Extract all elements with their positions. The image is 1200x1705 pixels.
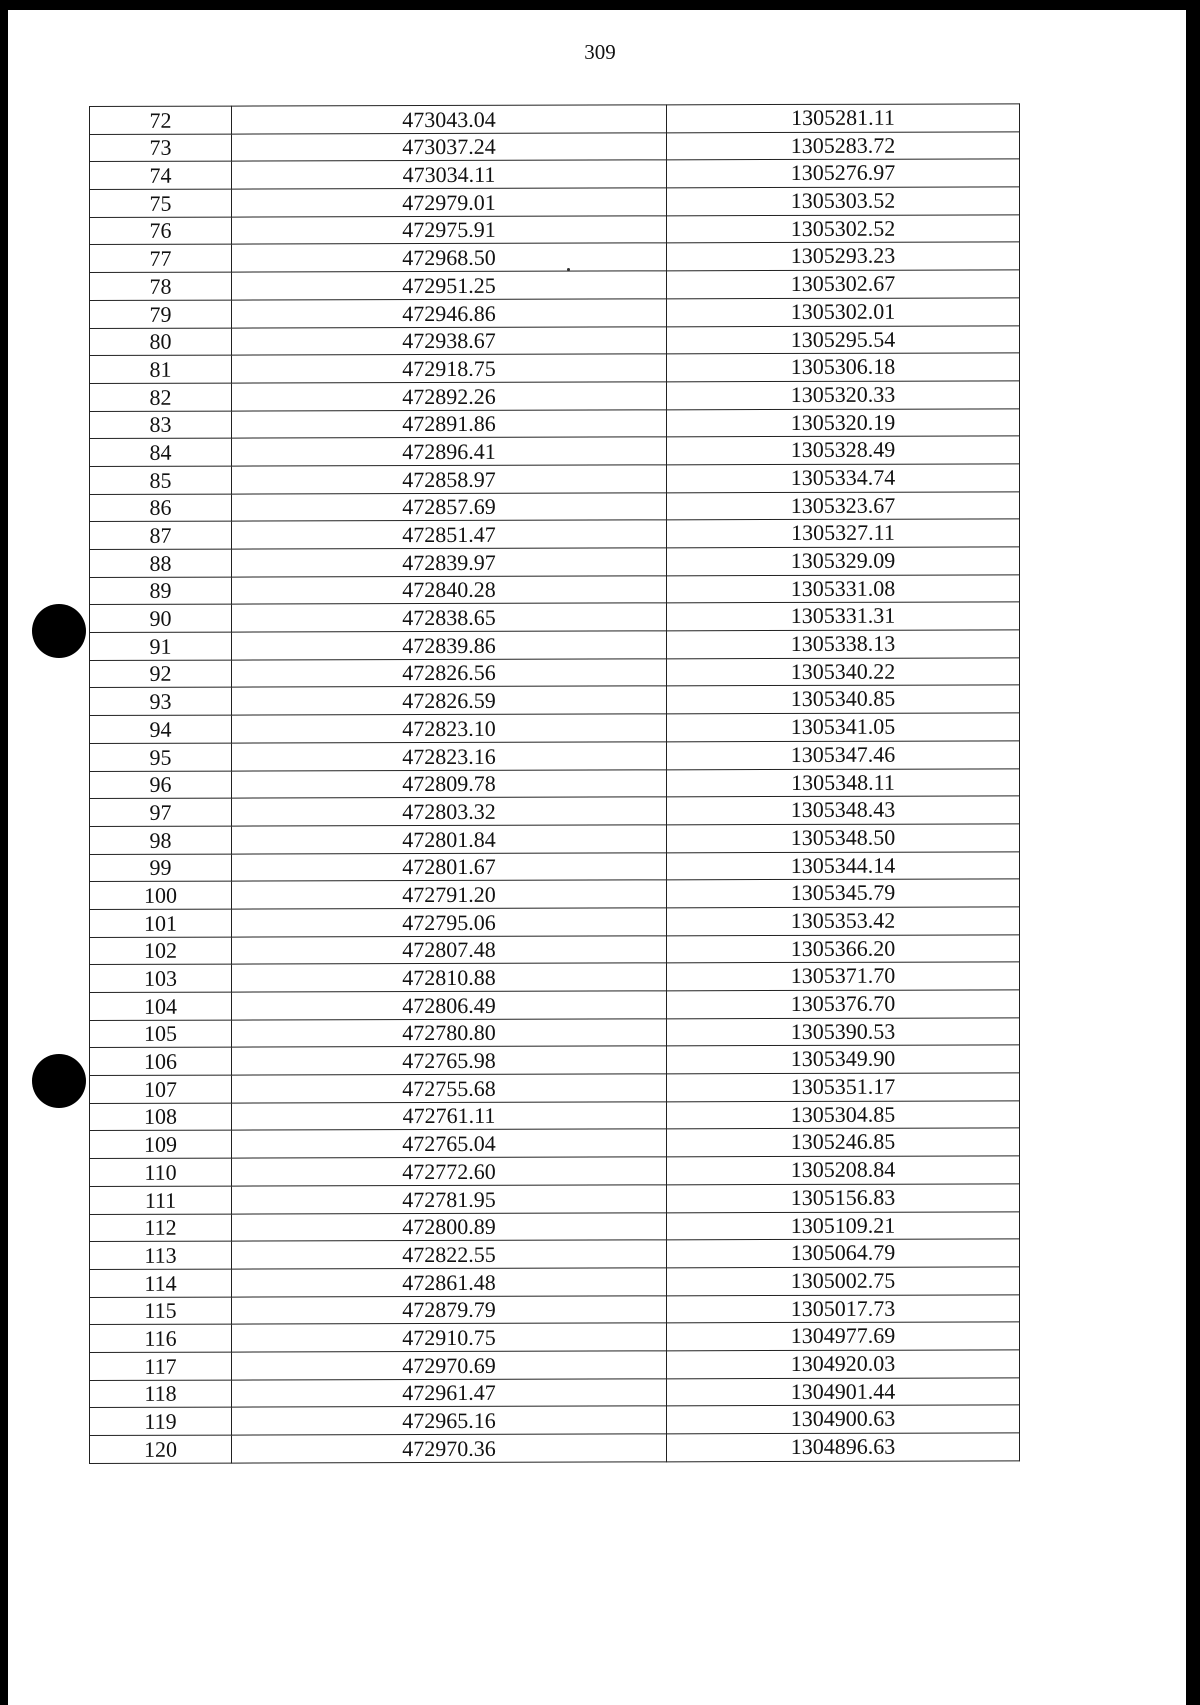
table-row: [90, 1045, 1020, 1075]
table-row: [90, 879, 1020, 909]
table-row: [90, 381, 1020, 411]
x-coordinate-cell: 472975.91: [232, 216, 667, 245]
x-coordinate-cell: 472861.48: [232, 1268, 667, 1297]
point-index-cell: 109: [90, 1131, 232, 1159]
x-coordinate-cell: 472801.84: [232, 825, 667, 854]
table-row: [90, 1267, 1020, 1297]
point-index-cell: 80: [90, 328, 232, 356]
point-index-cell: 120: [90, 1435, 232, 1463]
y-coordinate-cell: 1304977.69: [667, 1322, 1020, 1351]
point-index-cell: 83: [90, 411, 232, 439]
x-coordinate-cell: 472801.67: [232, 852, 667, 881]
table-row: [90, 215, 1020, 245]
table-row: [90, 547, 1020, 577]
x-coordinate-cell: 472918.75: [232, 354, 667, 383]
coordinate-table-body: [90, 104, 1020, 1463]
x-coordinate-cell: 472806.49: [232, 991, 667, 1020]
table-row: [90, 298, 1020, 328]
coordinate-table: [89, 103, 1020, 1463]
x-coordinate-cell: 472765.98: [232, 1046, 667, 1075]
table-row: [90, 242, 1020, 272]
coordinate-table-container: [89, 103, 1016, 1463]
table-row: [90, 491, 1020, 521]
table-row: [90, 408, 1020, 438]
x-coordinate-cell: 472892.26: [232, 382, 667, 411]
point-index-cell: 74: [90, 161, 232, 189]
point-index-cell: 103: [90, 964, 232, 992]
table-row: [90, 1294, 1020, 1324]
point-index-cell: 85: [90, 466, 232, 494]
table-row: [90, 962, 1020, 992]
x-coordinate-cell: 472826.59: [232, 686, 667, 715]
x-coordinate-cell: 472961.47: [232, 1378, 667, 1407]
y-coordinate-cell: 1305246.85: [667, 1128, 1020, 1157]
point-index-cell: 78: [90, 272, 232, 300]
table-row: [90, 159, 1020, 189]
y-coordinate-cell: 1305017.73: [667, 1294, 1020, 1323]
y-coordinate-cell: 1305390.53: [667, 1018, 1020, 1047]
x-coordinate-cell: 472896.41: [232, 437, 667, 466]
table-row: [90, 658, 1020, 688]
y-coordinate-cell: 1305331.08: [667, 575, 1020, 604]
point-index-cell: 81: [90, 355, 232, 383]
y-coordinate-cell: 1305344.14: [667, 851, 1020, 880]
x-coordinate-cell: 472780.80: [232, 1019, 667, 1048]
x-coordinate-cell: 472938.67: [232, 326, 667, 355]
x-coordinate-cell: 473037.24: [232, 133, 667, 162]
x-coordinate-cell: 472851.47: [232, 520, 667, 549]
y-coordinate-cell: 1304896.63: [667, 1433, 1020, 1462]
x-coordinate-cell: 472807.48: [232, 935, 667, 964]
y-coordinate-cell: 1305281.11: [667, 104, 1020, 133]
table-row: [90, 907, 1020, 937]
point-index-cell: 87: [90, 521, 232, 549]
x-coordinate-cell: 472800.89: [232, 1212, 667, 1241]
y-coordinate-cell: 1305304.85: [667, 1101, 1020, 1130]
table-row: [90, 824, 1020, 854]
table-row: [90, 353, 1020, 383]
y-coordinate-cell: 1305276.97: [667, 159, 1020, 188]
table-row: [90, 436, 1020, 466]
x-coordinate-cell: 472858.97: [232, 465, 667, 494]
point-index-cell: 115: [90, 1297, 232, 1325]
y-coordinate-cell: 1305156.83: [667, 1184, 1020, 1213]
y-coordinate-cell: 1305302.67: [667, 270, 1020, 299]
x-coordinate-cell: 472946.86: [232, 299, 667, 328]
table-row: [90, 741, 1020, 771]
point-index-cell: 82: [90, 383, 232, 411]
x-coordinate-cell: 472839.97: [232, 548, 667, 577]
x-coordinate-cell: 473043.04: [232, 105, 667, 134]
point-index-cell: 76: [90, 217, 232, 245]
y-coordinate-cell: 1305334.74: [667, 464, 1020, 493]
table-row: [90, 1211, 1020, 1241]
point-index-cell: 91: [90, 632, 232, 660]
table-row: [90, 990, 1020, 1020]
y-coordinate-cell: 1305323.67: [667, 491, 1020, 520]
y-coordinate-cell: 1305348.43: [667, 796, 1020, 825]
y-coordinate-cell: 1305340.85: [667, 685, 1020, 714]
y-coordinate-cell: 1305331.31: [667, 602, 1020, 631]
x-coordinate-cell: 472826.56: [232, 659, 667, 688]
table-row: [90, 713, 1020, 743]
table-row: [90, 187, 1020, 217]
point-index-cell: 104: [90, 992, 232, 1020]
point-index-cell: 107: [90, 1075, 232, 1103]
y-coordinate-cell: 1305208.84: [667, 1156, 1020, 1185]
y-coordinate-cell: 1305338.13: [667, 630, 1020, 659]
x-coordinate-cell: 472761.11: [232, 1102, 667, 1131]
point-index-cell: 90: [90, 604, 232, 632]
table-row: [90, 1377, 1020, 1407]
y-coordinate-cell: 1305293.23: [667, 242, 1020, 271]
table-row: [90, 851, 1020, 881]
point-index-cell: 105: [90, 1020, 232, 1048]
x-coordinate-cell: 473034.11: [232, 160, 667, 189]
x-coordinate-cell: 472823.10: [232, 714, 667, 743]
table-row: [90, 1433, 1020, 1463]
table-row: [90, 1018, 1020, 1048]
y-coordinate-cell: 1305109.21: [667, 1211, 1020, 1240]
table-row: [90, 1101, 1020, 1131]
point-index-cell: 110: [90, 1158, 232, 1186]
x-coordinate-cell: 472765.04: [232, 1129, 667, 1158]
y-coordinate-cell: 1305327.11: [667, 519, 1020, 548]
y-coordinate-cell: 1305283.72: [667, 132, 1020, 161]
point-index-cell: 114: [90, 1269, 232, 1297]
x-coordinate-cell: 472910.75: [232, 1323, 667, 1352]
point-index-cell: 117: [90, 1352, 232, 1380]
point-index-cell: 95: [90, 743, 232, 771]
table-row: [90, 1073, 1020, 1103]
y-coordinate-cell: 1305340.22: [667, 658, 1020, 687]
y-coordinate-cell: 1305349.90: [667, 1045, 1020, 1074]
table-row: [90, 1184, 1020, 1214]
x-coordinate-cell: 472822.55: [232, 1240, 667, 1269]
x-coordinate-cell: 472772.60: [232, 1157, 667, 1186]
point-index-cell: 119: [90, 1407, 232, 1435]
point-index-cell: 102: [90, 937, 232, 965]
x-coordinate-cell: 472809.78: [232, 769, 667, 798]
point-index-cell: 108: [90, 1103, 232, 1131]
y-coordinate-cell: 1305329.09: [667, 547, 1020, 576]
point-index-cell: 112: [90, 1214, 232, 1242]
point-index-cell: 73: [90, 134, 232, 162]
y-coordinate-cell: 1305303.52: [667, 187, 1020, 216]
page-number: 309: [584, 40, 616, 64]
y-coordinate-cell: 1305341.05: [667, 713, 1020, 742]
table-row: [90, 630, 1020, 660]
x-coordinate-cell: 472879.79: [232, 1295, 667, 1324]
y-coordinate-cell: 1304901.44: [667, 1377, 1020, 1406]
point-index-cell: 75: [90, 189, 232, 217]
table-row: [90, 1156, 1020, 1186]
table-row: [90, 1128, 1020, 1158]
y-coordinate-cell: 1304920.03: [667, 1350, 1020, 1379]
point-index-cell: 79: [90, 300, 232, 328]
y-coordinate-cell: 1305302.01: [667, 298, 1020, 327]
punch-hole: [32, 1054, 86, 1108]
table-row: [90, 1239, 1020, 1269]
x-coordinate-cell: 472791.20: [232, 880, 667, 909]
punch-hole: [32, 604, 86, 658]
y-coordinate-cell: 1305353.42: [667, 907, 1020, 936]
y-coordinate-cell: 1305328.49: [667, 436, 1020, 465]
x-coordinate-cell: 472951.25: [232, 271, 667, 300]
point-index-cell: 96: [90, 771, 232, 799]
y-coordinate-cell: 1305351.17: [667, 1073, 1020, 1102]
x-coordinate-cell: 472838.65: [232, 603, 667, 632]
point-index-cell: 113: [90, 1241, 232, 1269]
table-row: [90, 768, 1020, 798]
y-coordinate-cell: 1305064.79: [667, 1239, 1020, 1268]
table-row: [90, 934, 1020, 964]
point-index-cell: 93: [90, 688, 232, 716]
point-index-cell: 111: [90, 1186, 232, 1214]
point-index-cell: 72: [90, 106, 232, 134]
table-row: [90, 575, 1020, 605]
table-row: [90, 602, 1020, 632]
table-row: [90, 132, 1020, 162]
table-row: [90, 1405, 1020, 1435]
y-coordinate-cell: 1305302.52: [667, 215, 1020, 244]
x-coordinate-cell: 472970.36: [232, 1434, 667, 1463]
y-coordinate-cell: 1305347.46: [667, 741, 1020, 770]
y-coordinate-cell: 1305366.20: [667, 934, 1020, 963]
table-row: [90, 325, 1020, 355]
x-coordinate-cell: 472839.86: [232, 631, 667, 660]
point-index-cell: 101: [90, 909, 232, 937]
y-coordinate-cell: 1305320.19: [667, 408, 1020, 437]
y-coordinate-cell: 1305320.33: [667, 381, 1020, 410]
point-index-cell: 97: [90, 798, 232, 826]
x-coordinate-cell: 472965.16: [232, 1406, 667, 1435]
x-coordinate-cell: 472968.50: [232, 243, 667, 272]
point-index-cell: 92: [90, 660, 232, 688]
y-coordinate-cell: 1305348.11: [667, 768, 1020, 797]
y-coordinate-cell: 1305002.75: [667, 1267, 1020, 1296]
x-coordinate-cell: 472857.69: [232, 492, 667, 521]
point-index-cell: 86: [90, 494, 232, 522]
point-index-cell: 88: [90, 549, 232, 577]
x-coordinate-cell: 472823.16: [232, 742, 667, 771]
x-coordinate-cell: 472891.86: [232, 409, 667, 438]
table-row: [90, 270, 1020, 300]
x-coordinate-cell: 472810.88: [232, 963, 667, 992]
table-row: [90, 1350, 1020, 1380]
point-index-cell: 94: [90, 715, 232, 743]
table-row: [90, 1322, 1020, 1352]
point-index-cell: 106: [90, 1047, 232, 1075]
point-index-cell: 118: [90, 1380, 232, 1408]
point-index-cell: 100: [90, 881, 232, 909]
point-index-cell: 99: [90, 854, 232, 882]
y-coordinate-cell: 1305295.54: [667, 325, 1020, 354]
x-coordinate-cell: 472970.69: [232, 1351, 667, 1380]
point-index-cell: 84: [90, 438, 232, 466]
point-index-cell: 77: [90, 245, 232, 273]
x-coordinate-cell: 472755.68: [232, 1074, 667, 1103]
y-coordinate-cell: 1305376.70: [667, 990, 1020, 1019]
point-index-cell: 98: [90, 826, 232, 854]
y-coordinate-cell: 1305348.50: [667, 824, 1020, 853]
table-row: [90, 685, 1020, 715]
point-index-cell: 89: [90, 577, 232, 605]
x-coordinate-cell: 472979.01: [232, 188, 667, 217]
table-row: [90, 519, 1020, 549]
y-coordinate-cell: 1304900.63: [667, 1405, 1020, 1434]
x-coordinate-cell: 472840.28: [232, 576, 667, 605]
y-coordinate-cell: 1305306.18: [667, 353, 1020, 382]
x-coordinate-cell: 472795.06: [232, 908, 667, 937]
x-coordinate-cell: 472781.95: [232, 1185, 667, 1214]
table-row: [90, 796, 1020, 826]
y-coordinate-cell: 1305345.79: [667, 879, 1020, 908]
table-row: [90, 464, 1020, 494]
y-coordinate-cell: 1305371.70: [667, 962, 1020, 991]
table-row: [90, 104, 1020, 134]
x-coordinate-cell: 472803.32: [232, 797, 667, 826]
point-index-cell: 116: [90, 1324, 232, 1352]
